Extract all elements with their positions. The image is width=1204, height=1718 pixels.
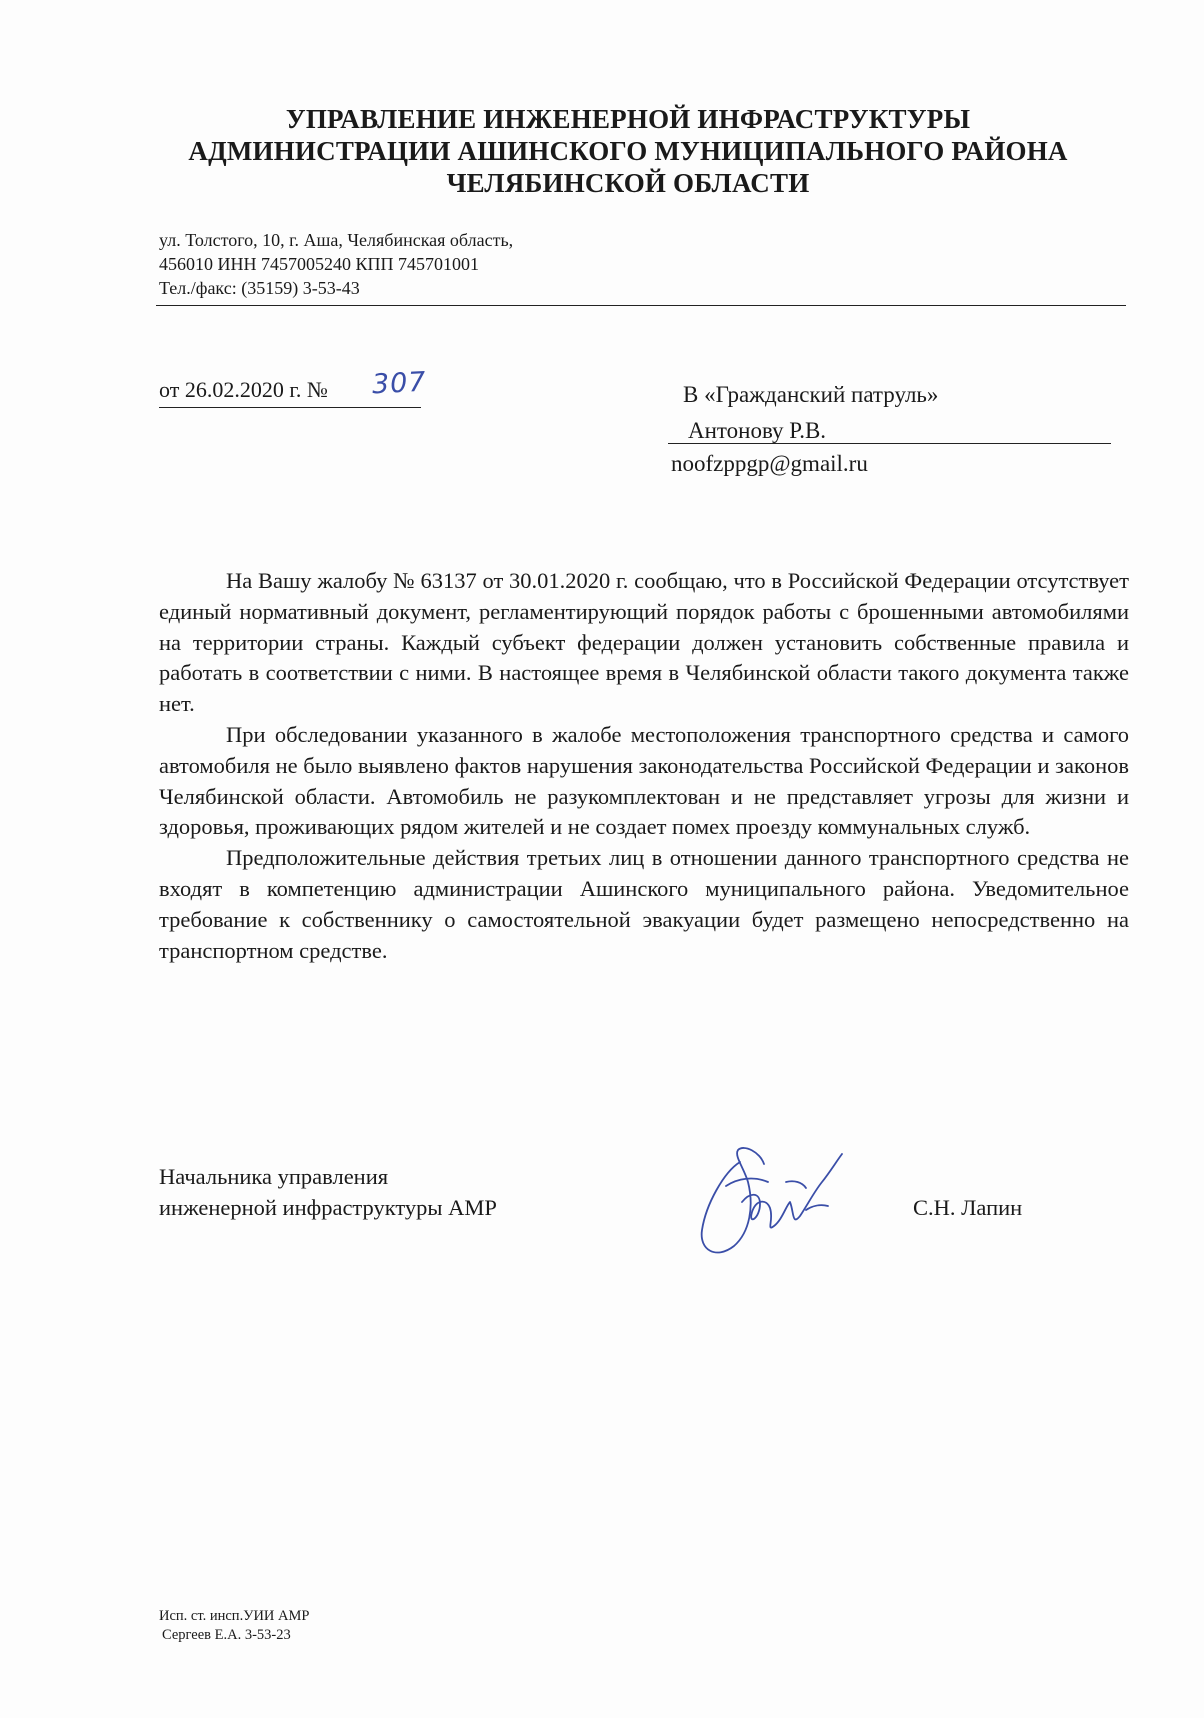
letterhead-line-2: АДМИНИСТРАЦИИ АШИНСКОГО МУНИЦИПАЛЬНОГО РАЙОНА <box>188 136 1068 166</box>
outgoing-reference <box>159 376 328 404</box>
sender-address: ул. Толстого, 10, г. Аша, Челябинская область, <box>159 230 514 250</box>
body-paragraph-1: На Вашу жалобу № 63137 от 30.01.2020 г. сообщаю, что в Российской Федерации отсутствует единый нормативный документ, регламентирующий порядок работы с брошенными автомобилями на территории страны. Каждый субъект федерации должен установить собственные правила и работать в соответствии с ними. В настоящее время в Челябинской области такого документа также нет. <box>159 568 1129 717</box>
addressee-org: В «Гражданский патруль» <box>683 382 939 407</box>
addressee-divider <box>668 443 1111 444</box>
sender-phone: Тел./факс: (35159) 3-53-43 <box>159 278 360 298</box>
letterhead-line-3: ЧЕЛЯБИНСКОЙ ОБЛАСТИ <box>446 168 810 198</box>
letterhead-line-1: УПРАВЛЕНИЕ ИНЖЕНЕРНОЙ ИНФРАСТРУКТУРЫ <box>285 104 971 134</box>
position-line-1: Начальника управления <box>159 1164 389 1189</box>
outgoing-underline <box>159 407 421 408</box>
letterhead-divider <box>156 305 1126 306</box>
handwritten-signature <box>694 1142 854 1264</box>
body-paragraph-2: При обследовании указанного в жалобе местоположения транспортного средства и самого автомобиля не было выявлено фактов нарушения законодательства Российской Федерации и законов Челябинской области. Автомобиль не разукомплектован и не представляет угрозы для жизни и здоровья, проживающих рядом жителей и не создает помех проезду коммунальных служб. <box>159 721 1129 840</box>
outgoing-date-prefix: от 26.02.2020 г. № <box>159 377 328 402</box>
executor-line-2: Сергеев Е.А. 3-53-23 <box>162 1627 291 1643</box>
sender-contacts <box>159 228 513 300</box>
sender-ids: 456010 ИНН 7457005240 КПП 745701001 <box>159 254 480 274</box>
body-paragraph-3: Предположительные действия третьих лиц в отношении данного транспортного средства не входят в компетенцию администрации Ашинского муниципального района. Уведомительное требование к собственнику о самостоятельной эвакуации будет размещено непосредственно на транспортном средстве. <box>159 845 1129 963</box>
letter-body <box>159 566 1129 966</box>
executor-note <box>159 1607 309 1645</box>
addressee-block <box>683 377 938 449</box>
signer-name: С.Н. Лапин <box>913 1195 1023 1220</box>
signatory-position <box>159 1161 497 1223</box>
executor-line-1: Исп. ст. инсп.УИИ АМР <box>159 1608 310 1624</box>
addressee-email: noofzppgp@gmail.ru <box>671 451 868 476</box>
letterhead <box>0 103 1204 199</box>
position-line-2: инженерной инфраструктуры АМР <box>159 1195 497 1220</box>
handwritten-outgoing-number: 307 <box>371 366 428 401</box>
addressee-person: Антонову Р.В. <box>688 418 827 443</box>
